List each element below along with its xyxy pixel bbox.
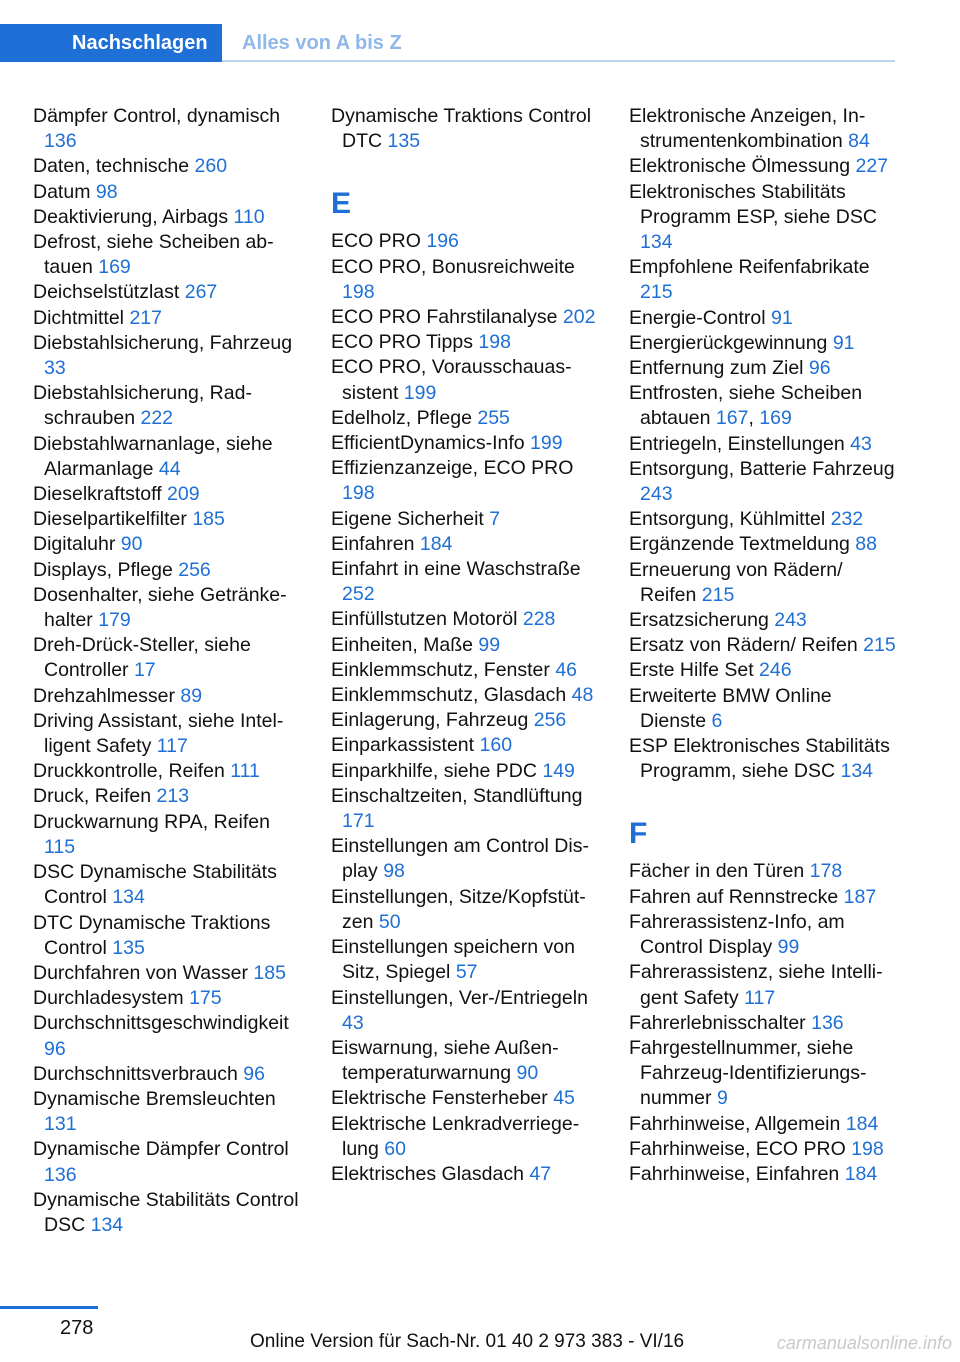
page-link[interactable]: 199 [403,381,437,404]
entry-term: Fächer in den Türen [629,860,810,883]
page-link[interactable]: 131 [44,1113,77,1136]
entry-term: Dynamische Dämpfer Control [33,1138,289,1161]
entry-term: Druckwarnung RPA, Reifen [33,810,270,833]
tab-alles-von-a-bis-z[interactable]: Alles von A bis Z [242,32,402,54]
page-link[interactable]: 136 [44,130,77,153]
page-link[interactable]: 184 [844,1162,878,1185]
header [0,24,895,62]
page-link[interactable]: 228 [522,608,556,631]
page-link[interactable]: 167 [715,407,749,430]
index-entry [331,1086,601,1111]
page-link[interactable]: 213 [156,785,190,808]
index-entry [331,1036,601,1086]
index-entry [331,406,601,431]
index-entry [331,305,601,330]
entry-term: Entsorgung, Batterie Fahrzeug [629,457,895,480]
entry-term: Daten, technische [33,155,195,178]
entry-term: Dreh-Drück-Steller, siehe Controller [33,634,251,682]
entry-term: Eiswarnung, siehe Außentemperaturwarnung [331,1036,559,1085]
separator: , [748,407,760,430]
page-link[interactable]: 45 [553,1087,575,1110]
page-link[interactable]: 98 [95,180,118,203]
index-entry [33,558,303,583]
entry-term: Fahrhinweise, ECO PRO [629,1137,852,1160]
page-link[interactable]: 227 [855,155,889,178]
entry-term: Erneuerung von Rädern/ Reifen [629,558,843,606]
page-link[interactable]: 110 [233,205,265,228]
section-letter: F [629,817,648,851]
entry-term: Energierückgewinnung [629,331,833,354]
index-entry [629,885,899,910]
entry-term: Dämpfer Control, dynamisch [33,105,281,127]
page-link[interactable]: 243 [640,483,673,506]
page-link[interactable]: 91 [832,331,855,354]
index-entry [629,1137,899,1162]
page-link[interactable]: 91 [770,306,793,329]
page-link[interactable]: 185 [192,508,225,531]
page-link[interactable]: 117 [744,986,776,1009]
page-link[interactable]: 198 [478,331,511,354]
index-entry [629,859,899,884]
entry-term: Entsorgung, Kühlmittel [629,508,831,531]
entry-term: Einfüllstutzen Motoröl [331,608,523,631]
page-link[interactable]: 256 [533,709,567,732]
index-entry [33,709,303,759]
index-entry [33,1087,303,1137]
section-gap [629,784,899,809]
page-link[interactable]: 134 [640,231,673,254]
entry-term: Druckkontrolle, Reifen [33,760,231,783]
entry-term: Dieselpartikelfilter [33,508,193,531]
footer-rule [0,1306,98,1309]
entry-term: Durchschnittsverbrauch [33,1062,244,1085]
entry-term: Einklemmschutz, Glasdach [331,684,572,707]
index-entry [629,633,899,658]
page-link[interactable]: 256 [178,558,211,581]
entry-term: Entfrosten, siehe Scheiben abtauen [629,382,863,430]
section-letter: E [331,187,352,221]
index-entry [33,684,303,709]
entry-term: Einheiten, Maße [331,633,479,656]
watermark: carmanualsonline.info [776,1333,952,1353]
page-link[interactable]: 98 [383,860,405,883]
index-entry [33,381,303,431]
entry-term: Fahren auf Rennstrecke [629,885,844,908]
entry-term: Elektrisches Glasdach [331,1162,530,1185]
entry-term: Fahrhinweise, Allgemein [629,1112,846,1135]
page-link[interactable]: 50 [378,910,401,933]
page-link[interactable]: 7 [489,507,501,530]
entry-term: Empfohlene Reifenfabrikate [629,256,870,279]
page-link[interactable]: 255 [477,406,510,429]
index-entry [331,885,601,935]
index-entry [33,432,303,482]
page-link[interactable]: 217 [129,306,162,329]
entry-term: ECO PRO, Bonusreichweite [331,255,575,278]
entry-term: DSC Dynamische Stabilitäts Control [33,861,277,909]
entry-term: Fahrgestellnummer, siehe Fahrzeug-Identifizierungsnummer [629,1036,867,1110]
page-link[interactable]: 60 [384,1137,406,1160]
tab-nachschlagen[interactable]: Nachschlagen [0,24,222,62]
entry-term: Einfahrt in eine Waschstraße [331,558,581,581]
entry-term: Ersatz von Rädern/ Reifen [629,634,864,657]
index-entry [331,708,601,733]
page-link[interactable]: 84 [848,130,870,153]
entry-term: Einstellungen, Ver-/Entriegeln [331,986,588,1009]
index-entry [629,154,899,179]
entry-term: Dynamische Stabilitäts Control DSC [33,1188,299,1236]
entry-term: ECO PRO Fahrstilanalyse [331,306,563,329]
entry-term: ECO PRO [331,230,427,253]
index-entry [33,154,303,179]
page-link[interactable]: 198 [851,1137,884,1160]
page-link[interactable]: 135 [387,130,421,153]
page-link[interactable]: 199 [530,432,563,455]
entry-term: Elektronische Ölmessung [629,155,856,178]
page-link[interactable]: 149 [542,759,575,782]
page-link[interactable]: 135 [112,936,145,959]
index-entry [629,1162,899,1187]
page-link[interactable]: 169 [98,256,131,279]
index-entry [331,607,601,632]
page-link[interactable]: 179 [98,609,131,632]
entry-term: Ersatzsicherung [629,609,775,632]
index-entry [629,1036,899,1112]
page-link[interactable]: 99 [478,633,501,656]
page-link[interactable]: 187 [843,885,877,908]
index-entry [331,733,601,758]
edition-text: Online Version für Sach-Nr. 01 40 2 973 383 - VI/16 [250,1331,685,1352]
entry-term: Durchschnittsgeschwindigkeit [33,1012,289,1035]
page-link[interactable]: 171 [342,810,375,833]
page-link[interactable]: 96 [243,1062,265,1085]
page-link[interactable]: 198 [342,280,375,303]
page-link[interactable]: 196 [426,230,459,253]
index-entry [331,683,601,708]
page-number: 278 [60,1317,94,1339]
page-link[interactable]: 90 [120,533,143,556]
index-entry [33,532,303,557]
index-entry [629,558,899,608]
page-link[interactable]: 246 [759,659,792,682]
index-entry [33,331,303,381]
index-entry [331,104,601,154]
entry-term: Effizienzanzeige, ECO PRO [331,457,574,480]
page-link[interactable]: 117 [156,735,188,758]
index-entry [331,759,601,784]
page-link[interactable]: 243 [774,609,807,632]
page-link[interactable]: 184 [419,532,453,555]
entry-term: Eigene Sicherheit [331,507,490,530]
entry-term: Diebstahlsicherung, Fahrzeug [33,331,293,354]
page-link[interactable]: 198 [342,482,375,505]
entry-term: Diebstahlwarnanlage, siehe Alarmanlage [33,432,273,480]
page-link[interactable]: 134 [90,1213,124,1236]
index-entry [629,734,899,784]
entry-term: Einstellungen speichern von Sitz, Spiegel [331,936,575,984]
page-link[interactable]: 111 [230,760,260,783]
index-entry [629,255,899,305]
entry-term: Dosenhalter, siehe Getränkehalter [33,583,287,632]
entry-term: Diebstahlsicherung, Radschrauben [33,382,252,430]
entry-term: Erweiterte BMW Online Dienste [629,684,832,732]
entry-term: ECO PRO, Vorausschauassistent [331,356,572,404]
index-entry [629,381,899,431]
entry-term: Einparkhilfe, siehe PDC [331,759,543,782]
index-entry [331,658,601,683]
index-entry [33,104,303,154]
index-entry [33,633,303,683]
page-link[interactable]: 160 [479,734,513,757]
index-entry [331,255,601,305]
index-entry [629,1011,899,1036]
page-link[interactable]: 185 [253,961,286,984]
page-link[interactable]: 222 [140,407,174,430]
page-link[interactable]: 232 [830,508,864,531]
entry-term: Energie-Control [629,306,771,329]
index-entry [331,834,601,884]
page-link[interactable]: 46 [555,658,578,681]
index-entry [33,482,303,507]
page-link[interactable]: 89 [180,684,203,707]
index-entry [33,759,303,784]
entry-term: Fahrhinweise, Einfahren [629,1162,845,1185]
page-link[interactable]: 260 [194,155,228,178]
entry-term: Dynamische Bremsleuchten [33,1087,276,1110]
index-entry [331,456,601,506]
entry-term: Elektrische Fensterheber [331,1087,554,1110]
index-entry [629,658,899,683]
page-link[interactable]: 184 [845,1112,879,1135]
page-link[interactable]: 96 [808,357,831,380]
entry-term: Durchfahren von Wasser [33,961,254,984]
page-link[interactable]: 252 [342,583,375,606]
entry-term: Ergänzende Textmeldung [629,533,856,556]
entry-term: Defrost, siehe Scheiben abtauen [33,231,274,279]
page-link[interactable]: 215 [701,583,735,606]
page-link[interactable]: 169 [759,407,792,430]
index-entry [331,355,601,405]
entry-term: Dieselkraftstoff [33,483,168,506]
entry-term: Einlagerung, Fahrzeug [331,709,534,732]
entry-term: Entfernung zum Ziel [629,357,809,380]
page-link[interactable]: 90 [516,1062,539,1085]
entry-term: Druck, Reifen [33,785,157,808]
entry-term: Dynamische Traktions Control DTC [331,105,592,153]
index-entry [33,230,303,280]
page-link[interactable]: 88 [855,533,877,556]
index-entry [331,935,601,985]
page-link[interactable]: 6 [711,709,723,732]
index-entry [629,180,899,256]
entry-term: Erste Hilfe Set [629,659,760,682]
index-entry [331,507,601,532]
entry-term: Deaktivierung, Airbags [33,205,234,228]
entry-term: Einstellungen am Control Display [331,835,589,883]
page-link[interactable]: 215 [863,634,896,657]
index-entry [331,1112,601,1162]
index-entry [331,557,601,607]
entry-term: Einfahren [331,532,420,555]
index-entry [33,1062,303,1087]
entry-term: Elektronische Anzeigen, Instrumentenkombination [629,105,866,153]
index-entry [33,205,303,230]
entry-term: Deichselstützlast [33,281,185,304]
index-entry [629,306,899,331]
entry-term: DTC Dynamische Traktions Control [33,911,271,959]
section-gap [331,154,601,179]
entry-term: Displays, Pflege [33,558,179,581]
entry-term: Drehzahlmesser [33,684,181,707]
entry-term: Fahrerassistenz-Info, am Control Display [629,910,845,959]
page-link[interactable]: 115 [44,835,76,858]
index-entry [33,1188,303,1238]
entry-term: Elektronisches Stabilitäts Programm ESP, siehe DSC [629,180,877,228]
page-link[interactable]: 134 [112,886,145,909]
page-link[interactable]: 17 [133,659,156,682]
page-link[interactable]: 57 [455,961,478,984]
page-link[interactable]: 9 [716,1087,728,1110]
index-entry [33,180,303,205]
entry-term: Einstellungen, Sitze/Kopfstützen [331,885,586,933]
entry-term: Entriegeln, Einstellungen [629,432,851,455]
index-entry [33,280,303,305]
index-entry [331,986,601,1036]
entry-term: EfficientDynamics-Info [331,432,531,455]
index-entry [33,810,303,860]
entry-term: Einparkassistent [331,734,480,757]
index-entry [629,910,899,960]
index-entry [629,104,899,154]
page-link[interactable]: 215 [640,281,673,304]
entry-term: Elektrische Lenkradverriegelung [331,1112,580,1160]
page-link[interactable]: 48 [571,684,594,707]
index-entry [33,911,303,961]
page-link[interactable]: 175 [189,987,222,1010]
page-link[interactable]: 96 [44,1037,66,1060]
index-entry [629,356,899,381]
index-entry [629,960,899,1010]
index-entry [629,532,899,557]
entry-term: ECO PRO Tipps [331,331,479,354]
entry-term: Einklemmschutz, Fenster [331,658,556,681]
entry-term: Fahrerassistenz, siehe Intelligent Safety [629,961,883,1009]
page-link[interactable]: 178 [809,860,843,883]
index-entry [629,608,899,633]
index-entry [33,583,303,633]
entry-term: Einschaltzeiten, Standlüftung [331,784,583,807]
page-link[interactable]: 44 [158,457,181,480]
page-link[interactable]: 33 [44,357,66,380]
entry-term: Durchladesystem [33,987,190,1010]
index-column-1 [33,104,303,1238]
page-link[interactable]: 267 [184,281,218,304]
index-entry [33,961,303,986]
index-entry [331,431,601,456]
index-entry [33,860,303,910]
page-link[interactable]: 136 [44,1163,77,1186]
page-link[interactable]: 47 [529,1162,552,1185]
index-entry [331,532,601,557]
entry-term: Digitaluhr [33,533,121,556]
index-entry [331,229,601,254]
page-link[interactable]: 43 [850,432,872,455]
index-entry [33,784,303,809]
index-entry [331,330,601,355]
index-entry [629,432,899,457]
index-entry [331,784,601,834]
header-rule [222,60,895,62]
index-entry [33,306,303,331]
index-entry [629,1112,899,1137]
page-link[interactable]: 134 [840,760,874,783]
index-entry [331,1162,601,1187]
page-link[interactable]: 43 [342,1011,364,1034]
index-entry [629,457,899,507]
page-link[interactable]: 136 [811,1011,844,1034]
page-link[interactable]: 202 [562,306,596,329]
index-entry [33,986,303,1011]
entry-term: Driving Assistant, siehe Intelligent Safety [33,709,284,758]
index-column-3 [629,104,899,1187]
index-entry [629,331,899,356]
page-link[interactable]: 99 [777,936,800,959]
index-entry [331,633,601,658]
entry-term: Fahrerlebnisschalter [629,1011,812,1034]
entry-term: ESP Elektronisches Stabilitäts Programm, siehe DSC [629,735,890,783]
index-entry [629,684,899,734]
index-entry [33,1011,303,1061]
index-entry [33,507,303,532]
index-column-2 [331,104,601,1187]
index-entry [629,507,899,532]
entry-term: Edelholz, Pflege [331,406,478,429]
entry-term: Dichtmittel [33,306,130,329]
entry-term: Datum [33,180,96,203]
index-entry [33,1137,303,1187]
page-link[interactable]: 209 [167,483,200,506]
